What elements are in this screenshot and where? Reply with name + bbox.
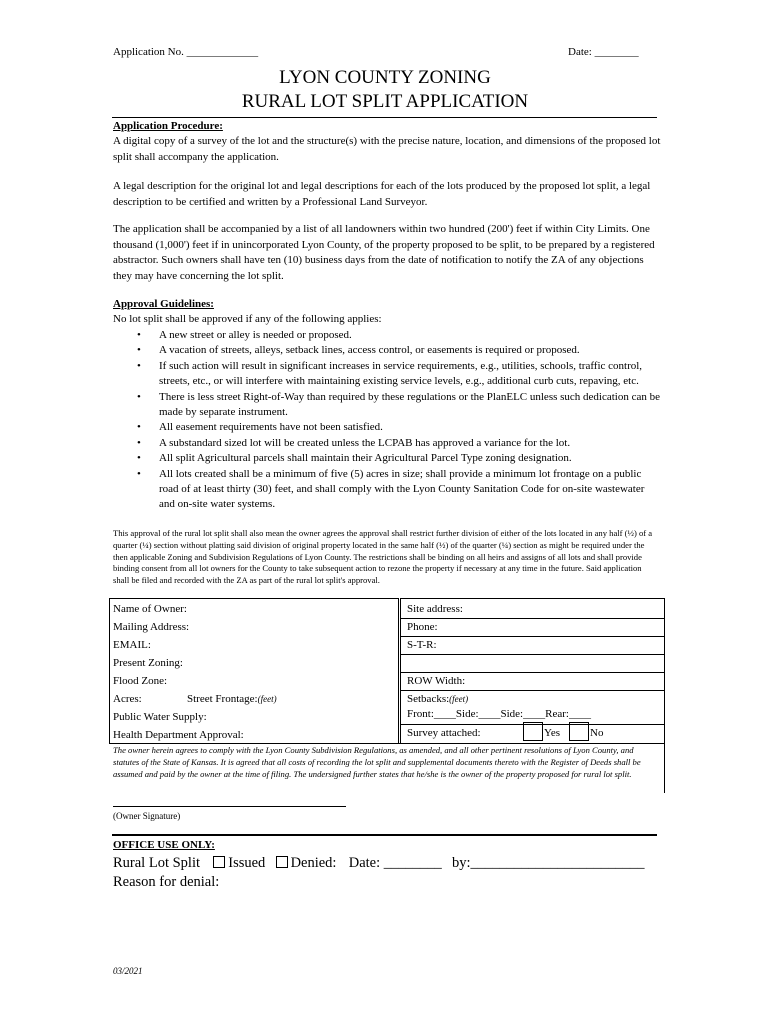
issued-checkbox[interactable] [213, 856, 225, 868]
setbacks-unit: (feet) [449, 694, 469, 704]
procedure-p1: A digital copy of a survey of the lot and the structure(s) with the precise nature, location, and dimensions of the proposed lot split shall accompany the application. [113, 135, 661, 163]
list-item: • All split Agricultural parcels shall maintain their Agricultural Parcel Type zoning designation. [113, 451, 661, 466]
page-title: LYON COUNTY ZONING [279, 67, 491, 88]
guidelines-intro: No lot split shall be approved if any of the following applies: [113, 313, 382, 325]
guidelines-list [113, 328, 661, 513]
present-zoning-field[interactable]: Present Zoning: [113, 657, 183, 669]
str-field[interactable]: S-T-R: [407, 639, 437, 651]
date-field: Date: ________ [568, 46, 639, 58]
approval-note: This approval of the rural lot split shall also mean the owner agrees the approval shall restrict further division of either of the lots located in any half (½) of a quarter (¼) section without platting said division of original property located in the same half (½) of the quarter (¼) section as might be required under the then applicable Zoning and Subdivision Regulations of Lyon County. The restrictions shall be binding on all heirs and assigns of all lots and shall provide binding consent from all lot owners for the County to take subsequent action to rezone the property if necessary at any time in the future. Said application shall be filed and recorded with the ZA as part of the rural lot split's approval. [113, 528, 653, 586]
site-address-field[interactable]: Site address: [407, 603, 463, 615]
street-frontage-field[interactable] [187, 691, 277, 707]
procedure-heading: Application Procedure: [113, 120, 223, 132]
owner-name-field[interactable]: Name of Owner: [113, 603, 187, 615]
office-by-field[interactable]: by:________________________ [452, 855, 645, 871]
setbacks-line[interactable]: Front:____Side:____Side:____Rear:____ [407, 708, 591, 720]
reason-for-denial[interactable]: Reason for denial: [113, 874, 220, 890]
list-item: • A vacation of streets, alleys, setback lines, access control, or easements is required or proposed. [113, 343, 661, 358]
survey-yes-label: Yes [544, 727, 561, 739]
survey-no-label: No [590, 727, 604, 739]
office-heading: OFFICE USE ONLY: [113, 839, 215, 851]
denied-checkbox[interactable] [276, 856, 288, 868]
survey-yes-checkbox[interactable] [523, 722, 543, 741]
office-status-line [113, 853, 645, 873]
list-item: • There is less street Right-of-Way than required by these regulations or the PlanELC unless such dedication can be made by separate instrument. [113, 390, 661, 421]
signature-label: (Owner Signature) [113, 811, 181, 821]
survey-no-checkbox[interactable] [569, 722, 589, 741]
office-rule [112, 834, 657, 836]
survey-attached-label: Survey attached: [407, 727, 481, 739]
phone-field[interactable]: Phone: [407, 621, 438, 633]
list-item: • All lots created shall be a minimum of five (5) acres in size; shall provide a minimum lot frontage on a public road of at least thirty (30) feet, and shall comply with the Lyon County Sanitation Code for on-site wastewater and on-site water systems. [113, 467, 661, 513]
street-frontage-unit: (feet) [257, 694, 277, 704]
guidelines-heading: Approval Guidelines: [113, 298, 214, 310]
lot-split-label: Rural Lot Split [113, 855, 200, 871]
public-water-field[interactable]: Public Water Supply: [113, 711, 207, 723]
agreement-text: The owner herein agrees to comply with the Lyon County Subdivision Regulations, as amended, and all other pertinent resolutions of Lyon County, and statutes of the State of Kansas. It is agreed that all costs of recording the lot split and supplemental documents thereto with the Register of Deeds shall be assumed and paid by the owner at the time of filing. The undersigned further states that he/she is the owner of the property proposed for rural lot split. [113, 745, 641, 779]
procedure-p2: A legal description for the original lot and legal descriptions for each of the lots produced by the proposed lot split, a legal description to be certified and written by a Professional Land Surveyor. [113, 180, 651, 208]
issued-label: Issued [228, 855, 266, 871]
health-dept-field[interactable]: Health Department Approval: [113, 729, 244, 741]
list-item: • A new street or alley is needed or proposed. [113, 328, 661, 343]
denied-label: Denied: [290, 855, 337, 871]
list-item: • All easement requirements have not been satisfied. [113, 420, 661, 435]
form-revision-date: 03/2021 [113, 966, 143, 976]
setbacks-label: Setbacks: [407, 693, 450, 705]
email-field[interactable]: EMAIL: [113, 639, 151, 651]
application-number: Application No. _____________ [113, 46, 259, 58]
mailing-address-field[interactable]: Mailing Address: [113, 621, 190, 633]
acres-field[interactable]: Acres: [113, 693, 142, 705]
agreement-border [664, 743, 665, 793]
list-item: • A substandard sized lot will be created unless the LCPAB has approved a variance for the lot. [113, 436, 661, 451]
flood-zone-field[interactable]: Flood Zone: [113, 675, 168, 687]
page-subtitle: RURAL LOT SPLIT APPLICATION [241, 91, 529, 112]
row-width-field[interactable]: ROW Width: [407, 675, 466, 687]
office-date-field[interactable]: Date: ________ [348, 855, 442, 871]
signature-line[interactable] [113, 806, 346, 807]
setbacks-field[interactable] [407, 691, 468, 707]
street-frontage-label: Street Frontage: [187, 693, 258, 705]
list-item: • If such action will result in significant increases in service requirements, e.g., utilities, schools, traffic control, streets, etc., or will interfere with maintaining existing service levels, e.g., additional curb cuts, repaving, etc. [113, 359, 661, 390]
procedure-p3: The application shall be accompanied by a list of all landowners within two hundred (200') feet if within City Limits. One thousand (1,000') feet if in unincorporated Lyon County, of the property proposed to be split, to be prepared by a registered abstractor. Such owners shall have ten (10) business days from the date of notification to notify the ZA of any objections they may have concerning the lot split. [113, 223, 655, 282]
